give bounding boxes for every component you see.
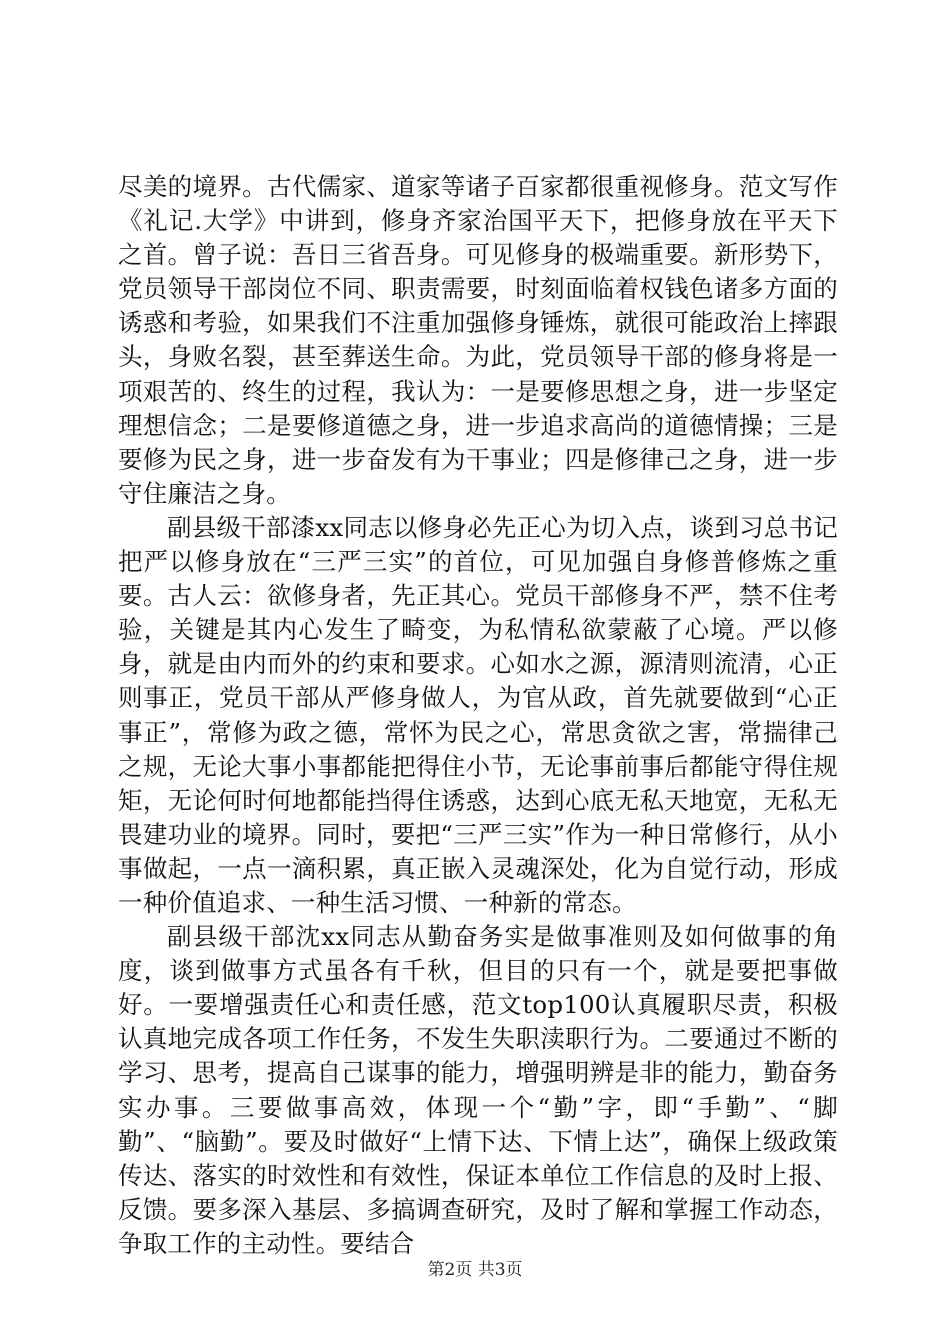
paragraph-3: 副县级干部沈xx同志从勤奋务实是做事准则及如何做事的角度，谈到做事方式虽各有千秋，但目的只有一个，就是要把事做好。一要增强责任心和责任感，范文top100认真履职尽责，积极认真地完成各项工作任务，不发生失职渎职行为。二要通过不断的学习、思考，提高自己谋事的能力，增强明辨是非的能力，勤奋务实办事。三要做事高效，体现一个“勤”字，即“手勤”、“脚勤”、“脑勤”。要及时做好“上情下达、下情上达”，确保上级政策传达、落实的时效性和有效性，保证本单位工作信息的及时上报、反馈。要多深入基层、多搞调查研究，及时了解和掌握工作动态，争取工作的主动性。要结合 <box>118 922 838 1258</box>
paragraph-2: 副县级干部漆xx同志以修身必先正心为切入点，谈到习总书记把严以修身放在“三严三实”的首位，可见加强自身修普修炼之重要。古人云：欲修身者，先正其心。党员干部修身不严，禁不住考验，关键是其内心发生了畸变，为私情私欲蒙蔽了心境。严以修身，就是由内而外的约束和要求。心如水之源，源清则流清，心正则事正，党员干部从严修身做人，为官从政，首先就要做到“心正事正”，常修为政之德，常怀为民之心，常思贪欲之害，常揣律己之规，无论大事小事都能把得住小节，无论事前事后都能守得住规矩，无论何时何地都能挡得住诱惑，达到心底无私天地宽，无私无畏建功业的境界。同时，要把“三严三实”作为一种日常修行，从小事做起，一点一滴积累，真正嵌入灵魂深处，化为自觉行动，形成一种价值追求、一种生活习惯、一种新的常态。 <box>118 512 838 917</box>
page-footer: 第2页 共3页 <box>427 1260 523 1280</box>
paragraph-1: 尽美的境界。古代儒家、道家等诸子百家都很重视修身。范文写作《礼记.大学》中讲到，修身齐家治国平天下，把修身放在平天下之首。曾子说：吾日三省吾身。可见修身的极端重要。新形势下，党员领导干部岗位不同、职责需要，时刻面临着权钱色诸多方面的诱惑和考验，如果我们不注重加强修身锤炼，就很可能政治上摔跟头，身败名裂，甚至葬送生命。为此，党员领导干部的修身将是一项艰苦的、终生的过程，我认为：一是要修思想之身，进一步坚定理想信念；二是要修道德之身，进一步追求高尚的道德情操；三是要修为民之身，进一步奋发有为干事业；四是修律己之身，进一步守住廉洁之身。 <box>118 172 838 508</box>
document-body <box>118 170 838 1261</box>
